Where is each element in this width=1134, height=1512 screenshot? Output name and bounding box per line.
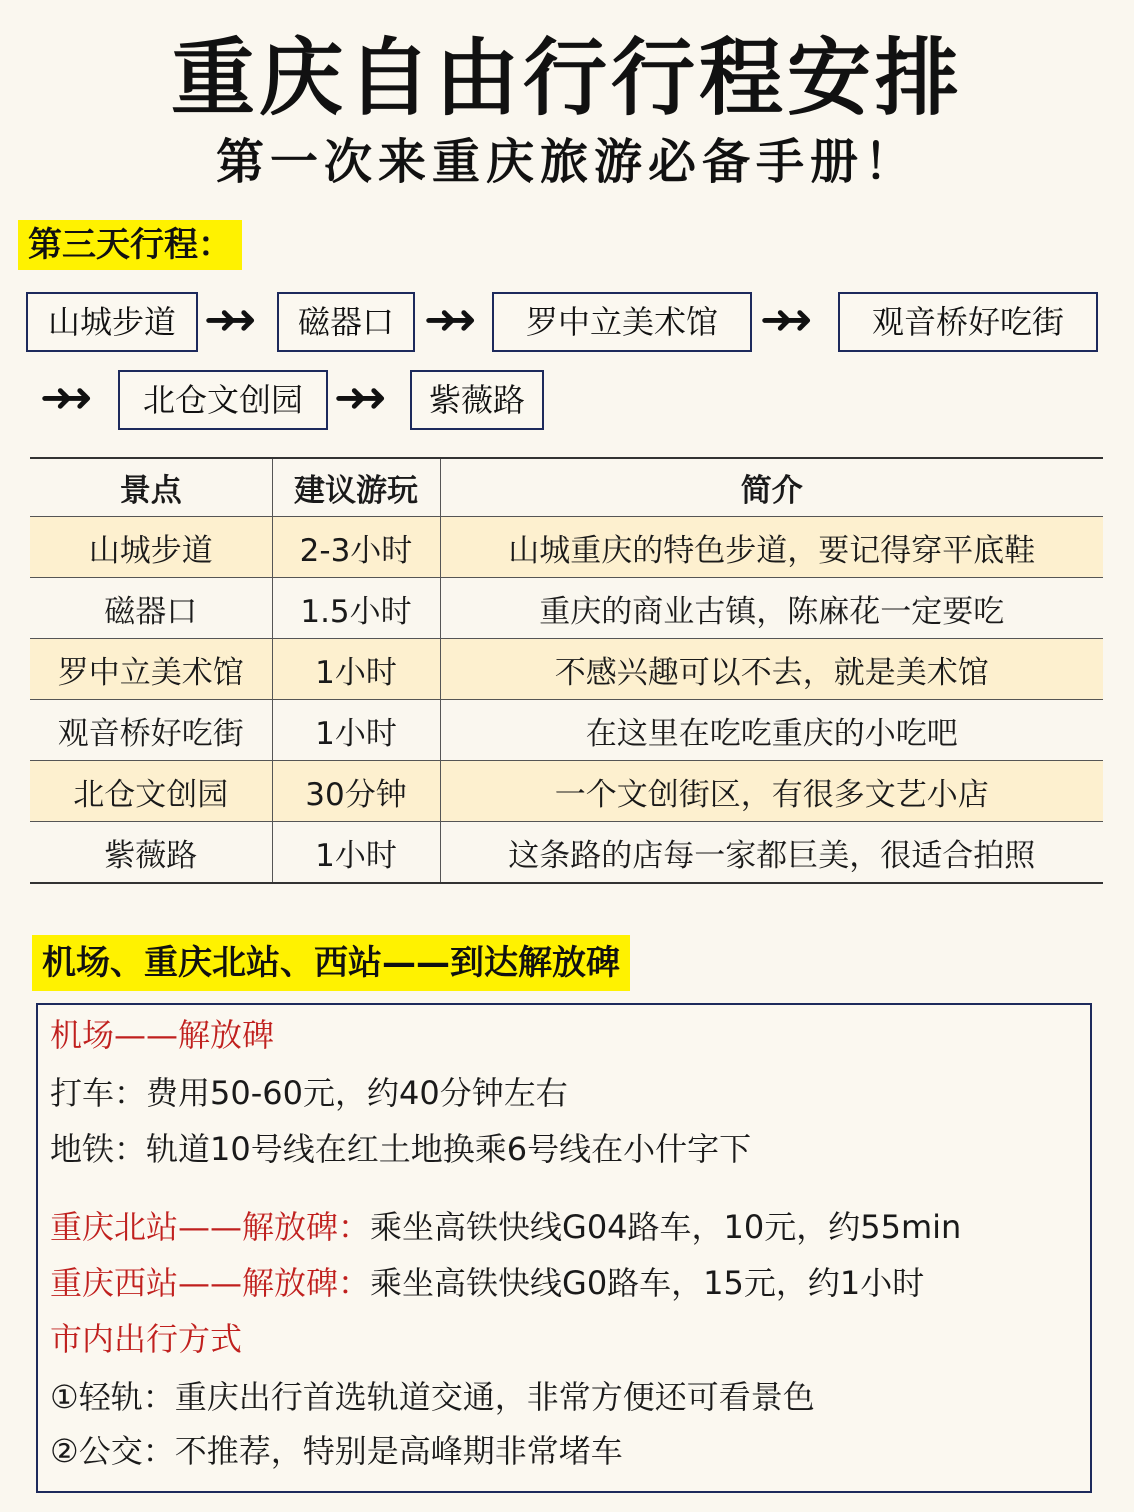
flow-step-2: 磁器口	[277, 292, 415, 352]
west-station-text: 乘坐高铁快线G0路车，15元，约1小时	[370, 1264, 925, 1302]
arrow-icon: ➜➜	[40, 375, 80, 421]
table-row	[30, 517, 1103, 578]
table-row	[30, 700, 1103, 761]
cell-spot: 北仓文创园	[30, 761, 272, 822]
table-row	[30, 822, 1103, 884]
cell-time: 1小时	[272, 639, 440, 700]
cell-intro: 一个文创街区，有很多文艺小店	[440, 761, 1103, 822]
taxi-line: 打车：费用50-60元，约40分钟左右	[50, 1074, 568, 1112]
cell-spot: 观音桥好吃街	[30, 700, 272, 761]
day3-label: 第三天行程：	[18, 220, 242, 270]
flow-step-6: 紫薇路	[410, 370, 544, 430]
airport-title: 机场——解放碑	[50, 1016, 275, 1054]
metro-line: 地铁：轨道10号线在红土地换乘6号线在小什字下	[50, 1130, 752, 1168]
page-title: 重庆自由行行程安排	[170, 29, 963, 127]
table-header-row	[30, 458, 1103, 517]
west-station-label: 重庆西站——解放碑：	[50, 1264, 371, 1302]
col-header-spot: 景点	[30, 458, 272, 517]
table-row	[30, 761, 1103, 822]
north-station-text: 乘坐高铁快线G04路车，10元，约55min	[370, 1208, 962, 1246]
cell-time: 2-3小时	[272, 517, 440, 578]
cell-spot: 罗中立美术馆	[30, 639, 272, 700]
col-header-intro: 简介	[440, 458, 1103, 517]
flow-step-4: 观音桥好吃街	[838, 292, 1098, 352]
cell-intro: 不感兴趣可以不去，就是美术馆	[440, 639, 1103, 700]
cell-intro: 这条路的店每一家都巨美，很适合拍照	[440, 822, 1103, 884]
cell-intro: 重庆的商业古镇，陈麻花一定要吃	[440, 578, 1103, 639]
flow-step-5: 北仓文创园	[118, 370, 328, 430]
arrow-icon: ➜➜	[334, 375, 374, 421]
north-station-label: 重庆北站——解放碑：	[50, 1208, 371, 1246]
cell-spot: 磁器口	[30, 578, 272, 639]
table-row	[30, 578, 1103, 639]
cell-time: 1小时	[272, 700, 440, 761]
cell-intro: 在这里在吃吃重庆的小吃吧	[440, 700, 1103, 761]
transport-box	[36, 1003, 1092, 1493]
table-row	[30, 639, 1103, 700]
transport-label: 机场、重庆北站、西站——到达解放碑	[32, 935, 630, 991]
city-transport-title: 市内出行方式	[50, 1320, 243, 1358]
light-rail-line: ①轻轨：重庆出行首选轨道交通，非常方便还可看景色	[50, 1378, 815, 1416]
cell-time: 1.5小时	[272, 578, 440, 639]
bus-line: ②公交：不推荐，特别是高峰期非常堵车	[50, 1432, 623, 1470]
page-subtitle: 第一次来重庆旅游必备手册！	[215, 134, 918, 190]
flow-step-3: 罗中立美术馆	[492, 292, 752, 352]
cell-spot: 紫薇路	[30, 822, 272, 884]
flow-step-1: 山城步道	[26, 292, 198, 352]
arrow-icon: ➜➜	[760, 297, 800, 343]
west-station-line	[50, 1261, 924, 1305]
cell-time: 1小时	[272, 822, 440, 884]
itinerary-table	[30, 457, 1103, 884]
cell-spot: 山城步道	[30, 517, 272, 578]
arrow-icon: ➜➜	[204, 297, 244, 343]
cell-intro: 山城重庆的特色步道，要记得穿平底鞋	[440, 517, 1103, 578]
north-station-line	[50, 1205, 961, 1249]
arrow-icon: ➜➜	[424, 297, 464, 343]
cell-time: 30分钟	[272, 761, 440, 822]
col-header-time: 建议游玩	[272, 458, 440, 517]
